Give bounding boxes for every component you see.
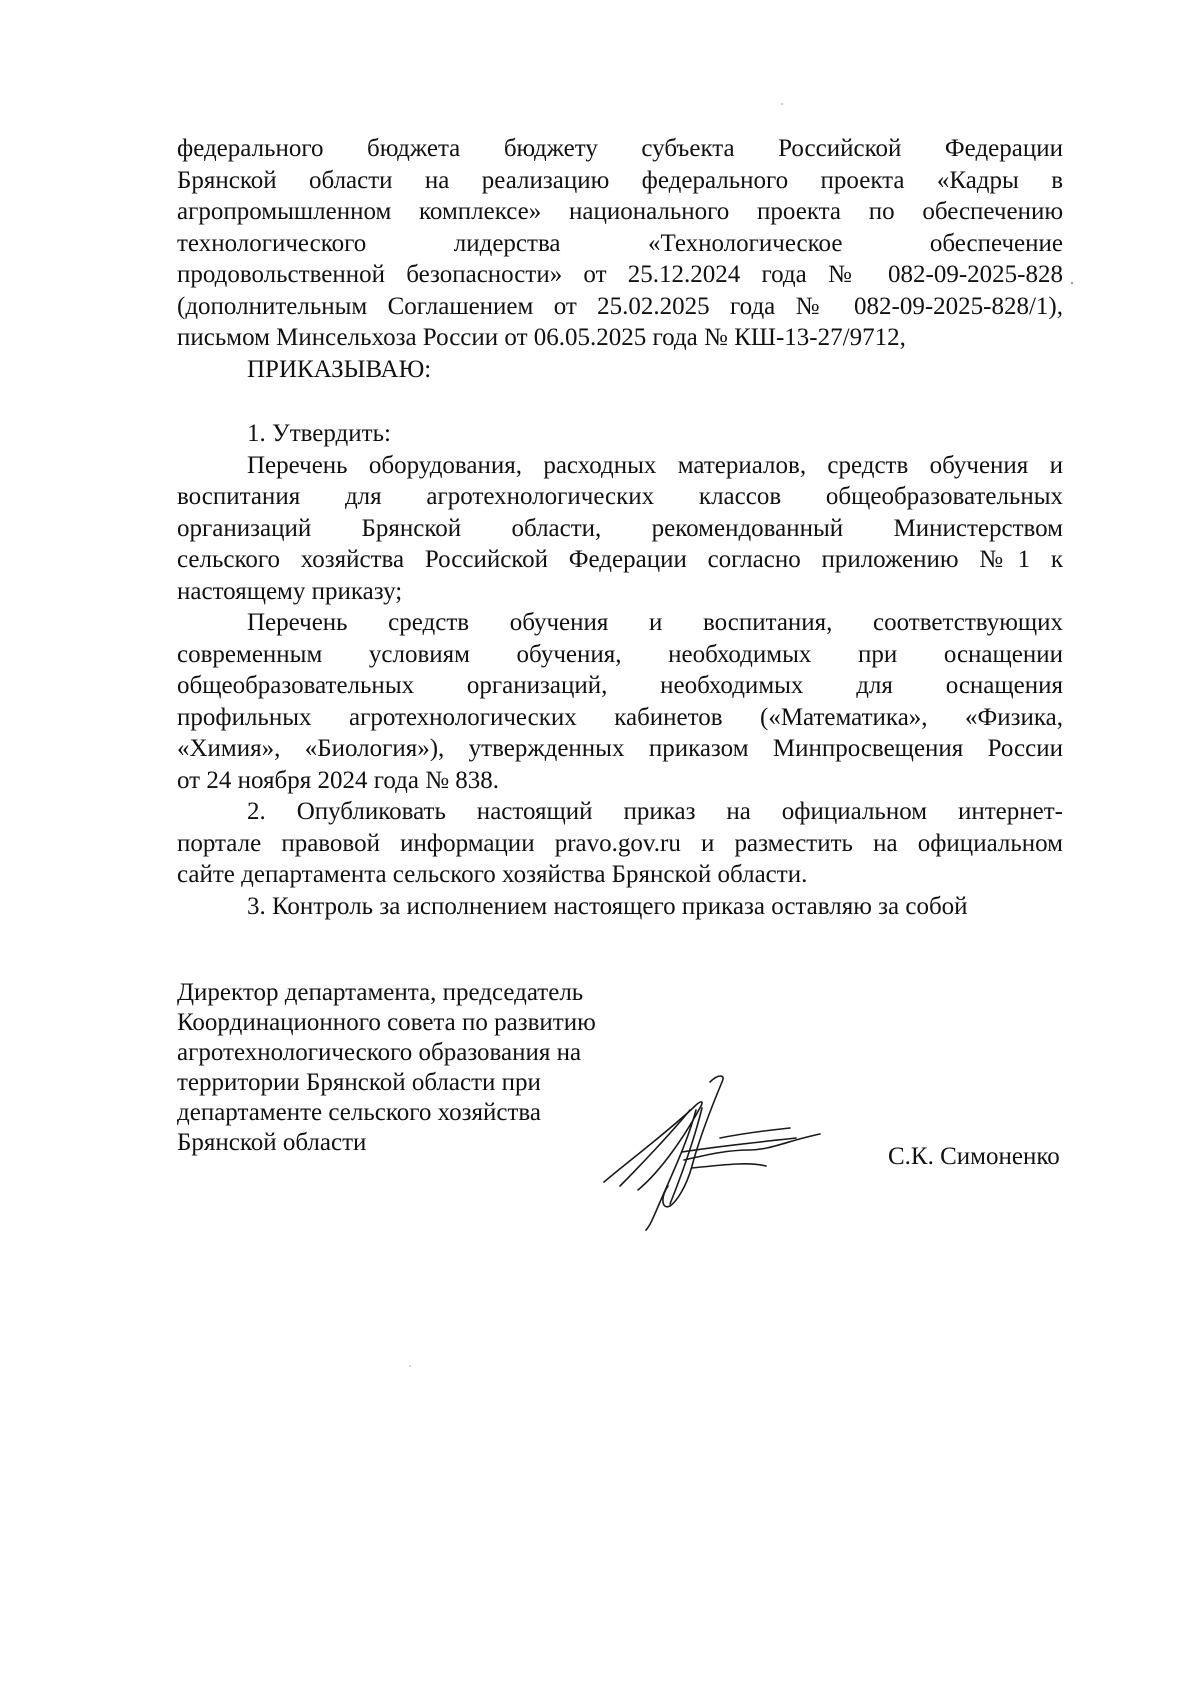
position-line: департаменте сельского хозяйства — [177, 1099, 541, 1126]
item-2-line: портале правовой информации pravo.gov.ru и разместить на официальном — [177, 829, 1063, 857]
preamble-line: федерального бюджета бюджету субъекта Российской Федерации — [177, 135, 1063, 162]
list2-line: современным условиям обучения, необходимых при оснащении — [177, 640, 1063, 668]
item-2-line: сайте департамента сельского хозяйства Брянской области. — [177, 861, 808, 888]
position-line: Директор департамента, председатель — [177, 979, 584, 1006]
preamble-line: технологического лидерства «Технологическое обеспечение — [177, 229, 1063, 257]
order-word: ПРИКАЗЫВАЮ: — [247, 355, 432, 383]
preamble-line: агропромышленном комплексе» национального проекта по обеспечению — [177, 198, 1063, 225]
position-line: территории Брянской области при — [177, 1069, 541, 1096]
item-1-title: 1. Утвердить: — [247, 420, 391, 447]
list1-line: организаций Брянской области, рекомендованный Министерством — [177, 514, 1063, 542]
order-body — [177, 133, 1063, 922]
list2-line: «Химия», «Биология»), утвержденных приказом Минпросвещения России — [177, 735, 1063, 762]
list2-line: общеобразовательных организаций, необходимых для оснащения — [177, 672, 1063, 699]
position-line: агротехнологического образования на — [177, 1039, 582, 1066]
preamble-line: Брянской области на реализацию федерального проекта «Кадры в — [177, 166, 1063, 194]
list1-line: сельского хозяйства Российской Федерации согласно приложению №1 к — [177, 546, 1063, 573]
position-line: Брянской области — [177, 1129, 367, 1156]
item-3-line: 3. Контроль за исполнением настоящего приказа оставляю за собой — [247, 892, 968, 920]
preamble-line: (дополнительным Соглашением от 25.02.2025 года № 082-09-2025-828/1), — [177, 292, 1063, 320]
list1-line: настоящему приказу; — [177, 577, 403, 605]
list2-line: Перечень средств обучения и воспитания, соответствующих — [247, 609, 1063, 636]
spacer — [177, 385, 1063, 418]
list2-line: от 24 ноября 2024 года № 838. — [177, 766, 500, 794]
list2-line: профильных агротехнологических кабинетов («Математика», «Физика, — [177, 703, 1063, 731]
preamble-line: письмом Минсельхоза России от 06.05.2025 года № КШ-13-27/9712, — [177, 324, 906, 351]
item-2-line: 2. Опубликовать настоящий приказ на официальном интернет- — [247, 798, 1063, 825]
list1-line: Перечень оборудования, расходных материалов, средств обучения и — [247, 451, 1063, 479]
preamble-line: продовольственной безопасности» от 25.12.2024 года № 082-09-2025-828 — [177, 261, 1063, 288]
signatory-position — [177, 978, 657, 1158]
handwritten-signature — [600, 1070, 900, 1250]
position-line: Координационного совета по развитию — [177, 1009, 596, 1036]
list1-line: воспитания для агротехнологических классов общеобразовательных — [177, 483, 1063, 510]
signatory-name: С.К. Симоненко — [888, 1143, 1060, 1170]
